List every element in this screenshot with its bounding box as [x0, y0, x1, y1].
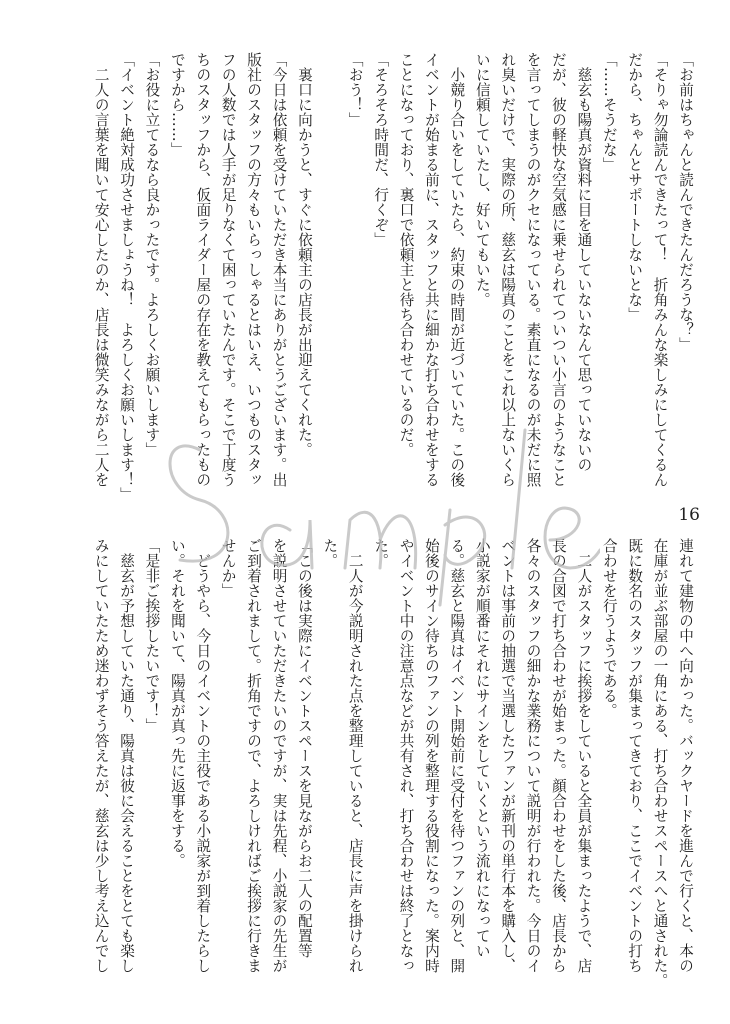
text-line: 慈玄が予想していた通り、陽真は彼に会えることをとても楽し [118, 538, 136, 973]
text-line: れ臭いだけで、実際の所、慈玄は陽真のことをこれ以上ないくら [499, 52, 517, 487]
text-line: 「是非ご挨拶したいです！」 [143, 538, 161, 733]
text-line: ですから……」 [168, 52, 186, 157]
text-line: ことになっており、裏口で依頼主と待ち合わせているのだ。 [397, 52, 415, 457]
text-line: 「この後は実際にイベントスペースを見ながらお二人の配置等 [295, 538, 313, 958]
text-line: ちのスタッフから、仮面ライダー屋の存在を教えてもらったもの [194, 52, 212, 487]
text-line: 在庫が並ぶ部屋の一角にある、打ち合わせスペースへと通された。 [651, 538, 669, 988]
text-line: 二人がスタッフに挨拶をしていると全員が集まったようで、店 [575, 538, 593, 973]
text-line: い。それを聞いて、陽真が真っ先に返事をする。 [168, 538, 186, 868]
text-line: た。 [372, 538, 390, 568]
text-line: 「お役に立てるなら良かったです。よろしくお願いします」 [143, 52, 161, 457]
text-line: どうやら、今日のイベントの主役である小説家が到着したらし [194, 538, 212, 973]
text-line: やイベント中の注意点などが共有され、打ち合わせは終了となっ [397, 538, 415, 973]
page-number: 16 [678, 505, 700, 525]
text-line: せんか」 [219, 538, 237, 598]
text-line: ご到着されまして。折角ですので、よろしければご挨拶に行きま [245, 538, 263, 973]
text-line: 始後のサイン待ちのファンの列を整理する役割になった。案内時 [422, 538, 440, 973]
text-line: みにしていたため迷わずそう答えたが、慈玄は少し考え込んでし [92, 538, 110, 973]
text-line: 各々のスタッフの細かな業務について説明が行われた。今日のイ [524, 538, 542, 973]
text-line: 長の合図で打ち合わせが始まった。顔合わせをした後、店長から [549, 538, 567, 973]
text-line: 慈玄も陽真が資料に目を通していないなんて思っていないの [575, 52, 593, 472]
text-line: 裏口に向かうと、すぐに依頼主の店長が出迎えてくれた。 [295, 52, 313, 457]
text-line: 連れて建物の中へ向かった。バックヤードを進んで行くと、本の [677, 538, 694, 973]
text-line: 「そりゃ勿論読んできたって！ 折角みんな楽しみにしてくるん [651, 52, 669, 487]
text-line: 版社のスタッフの方々もいらっしゃるとはいえ、いつものスタッ [245, 52, 263, 487]
text-line: フの人数では人手が足りなくて困っていたんです。そこで丁度う [219, 52, 237, 487]
text-line: を説明させていただきたいのですが、実は先程、小説家の先生が [270, 538, 288, 973]
text-line: た。 [321, 538, 339, 568]
text-line: いに信頼していたし、好いてもいた。 [473, 52, 491, 307]
text-line: 既に数名のスタッフが集まってきており、ここでイベントの打ち [626, 538, 644, 973]
text-line: 「今日は依頼を受けていただき本当にありがとうございます。出 [270, 52, 288, 487]
text-line: 「おう！」 [346, 52, 364, 127]
text-line: だが、彼の軽快な空気感に乗せられてついつい小言のようなこと [549, 52, 567, 487]
lower-text-block [42, 538, 698, 988]
text-line: 合わせを行うようである。 [600, 538, 618, 718]
text-line: 「イベント絶対成功させましょうね！ よろしくお願いします！」 [118, 52, 136, 502]
text-line: る。慈玄と陽真はイベント開始前に受付を待つファンの列と、開 [448, 538, 466, 973]
text-line: 小競り合いをしていたら、約束の時間が近づいていた。この後 [448, 52, 466, 487]
text-line: イベントが始まる前に、スタッフと共に細かな打ち合わせをする [422, 52, 440, 487]
text-line: だから、ちゃんとサポートしないとな」 [626, 52, 644, 322]
upper-text-block [42, 52, 698, 502]
text-line: 小説家が順番にそれにサインをしていくという流れになってい [473, 538, 491, 958]
text-line: を言ってしまうのがクセになっている。素直になるのが未だに照 [524, 52, 542, 487]
text-line: 二人の言葉を聞いて安心したのか、店長は微笑みながら二人を [92, 52, 110, 487]
text-line: ベントは事前の抽選で当選したファンが新刊の単行本を購入し、 [499, 538, 517, 973]
text-line: 「そろそろ時間だ、行くぞ」 [372, 52, 390, 247]
text-line: 「お前はちゃんと読んできたんだろうな？」 [677, 52, 694, 352]
text-line [317, 52, 342, 497]
text-line: 二人が今説明された点を整理していると、店長に声を掛けられ [346, 538, 364, 973]
text-line: 「……そうだな」 [600, 52, 618, 172]
